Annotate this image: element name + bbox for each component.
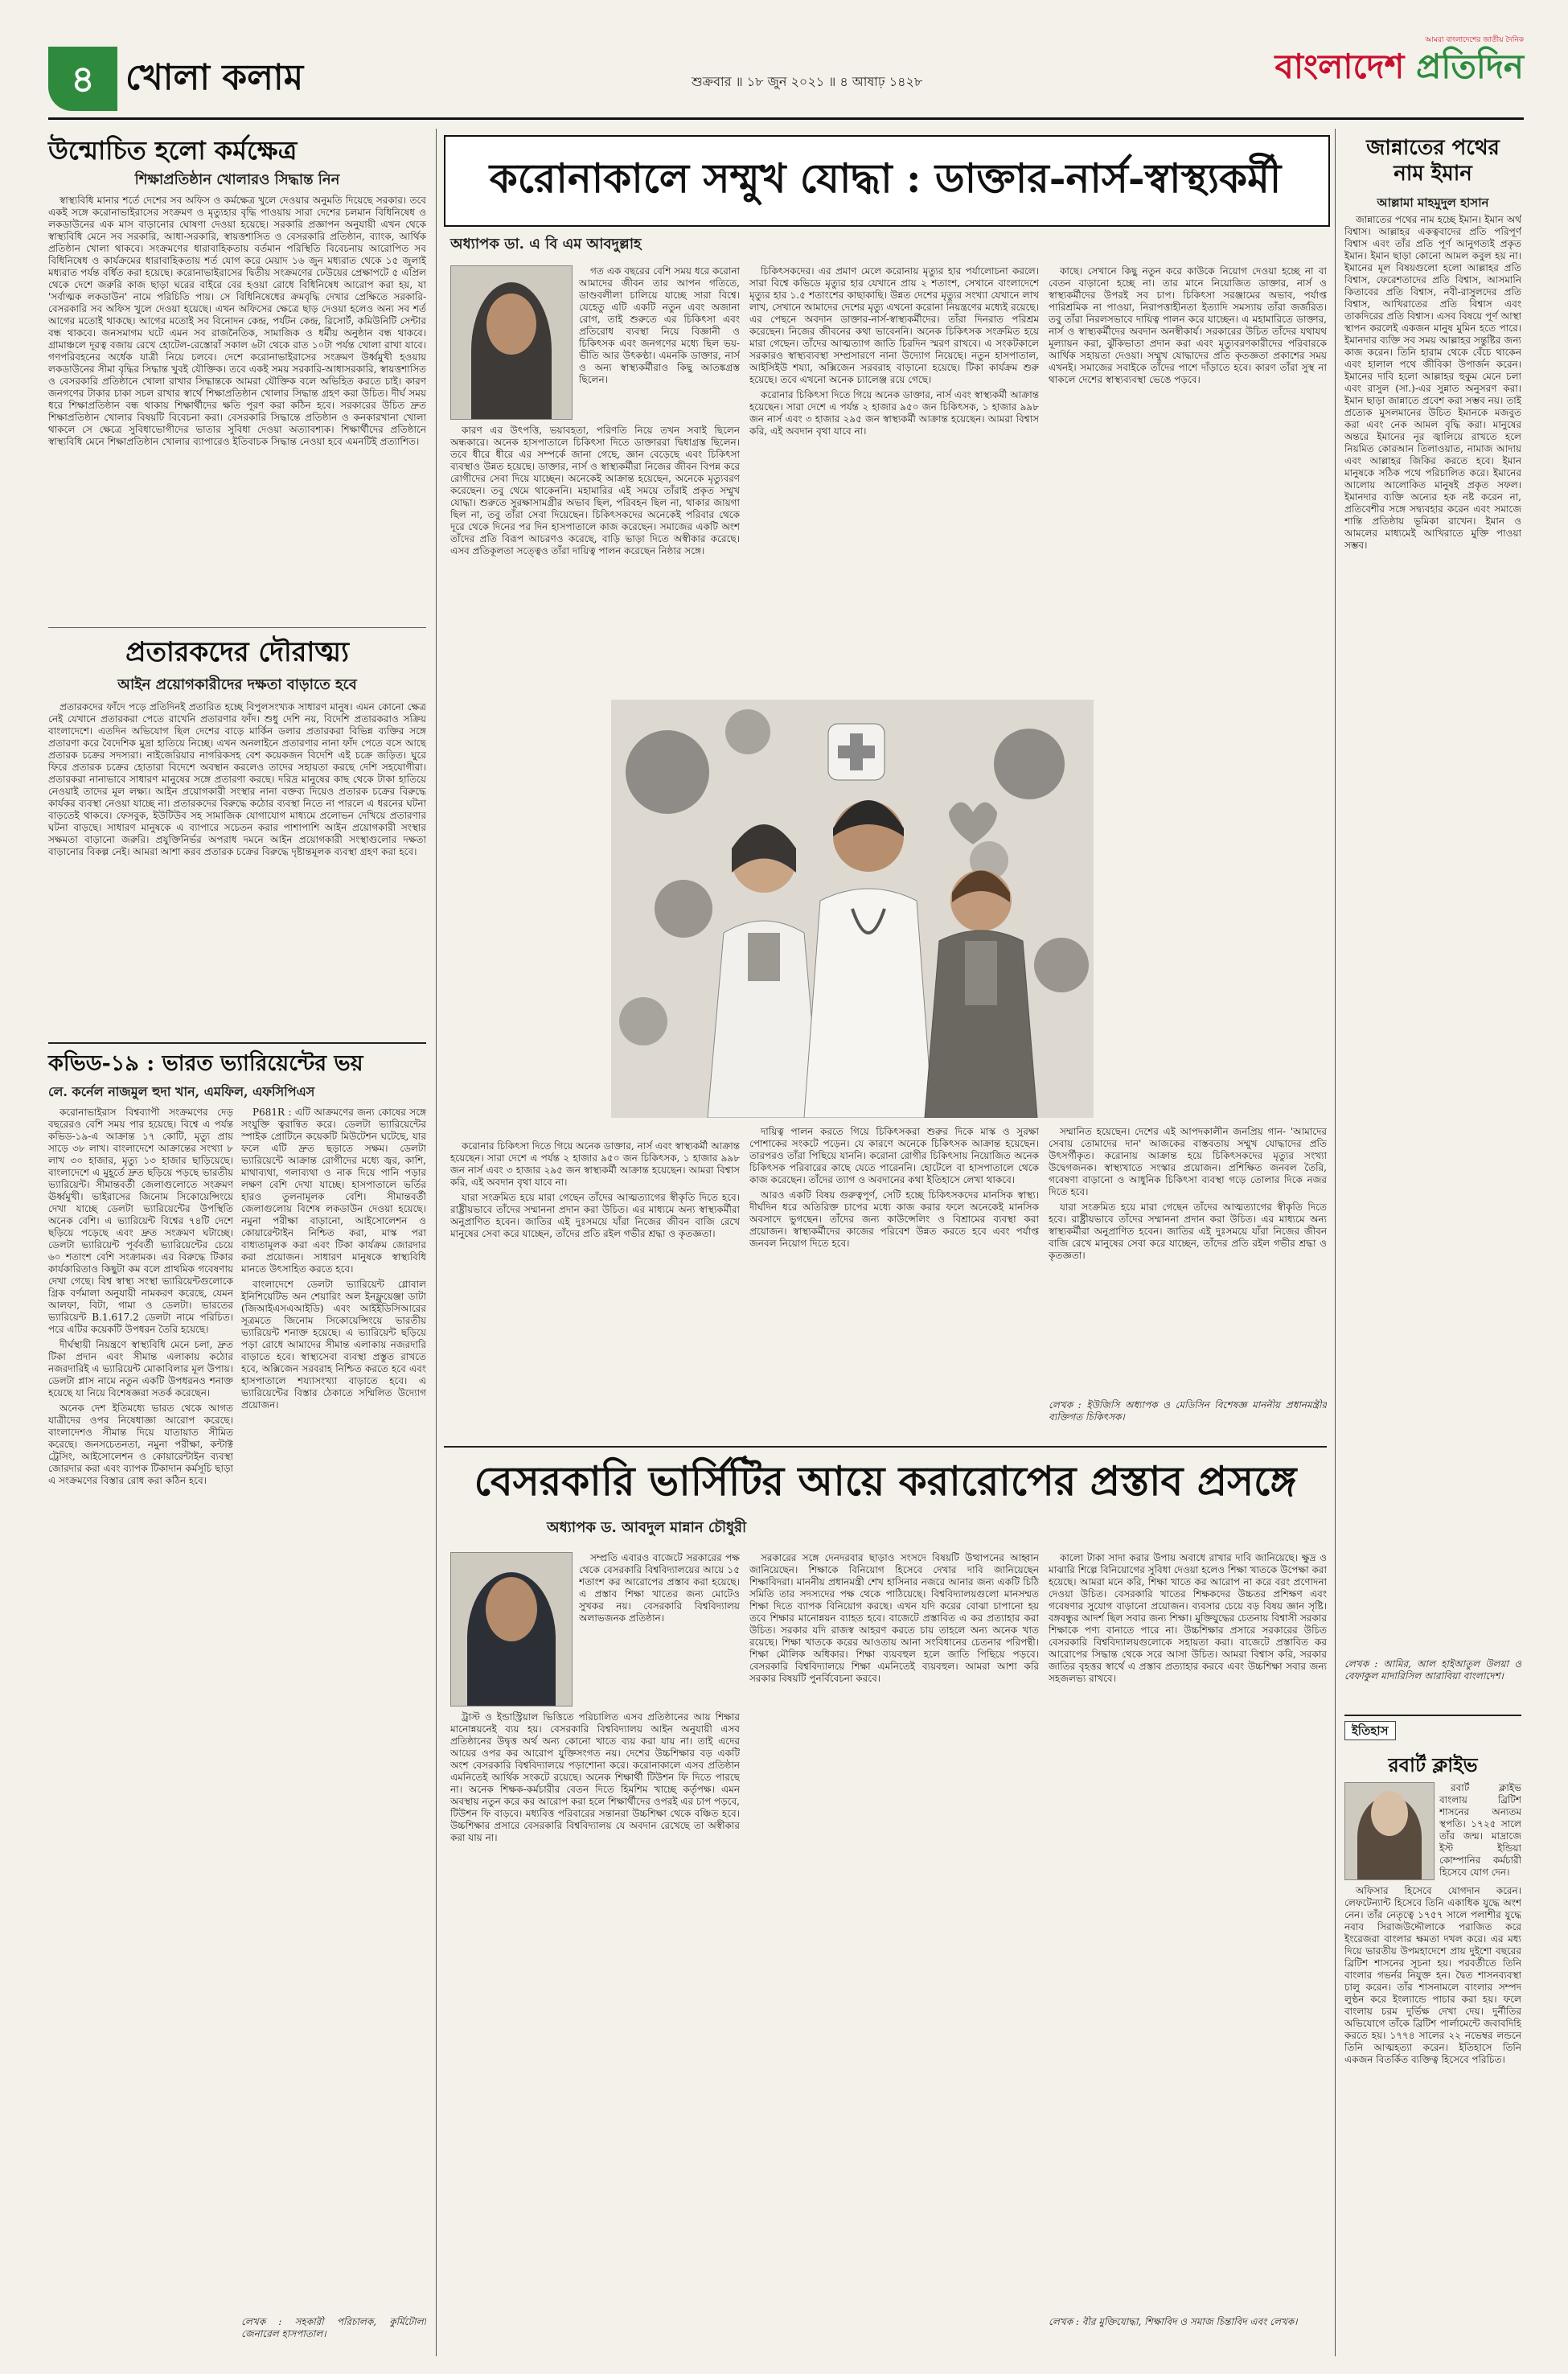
article-divider [48,1042,426,1044]
author-photo [450,265,573,420]
page-number: ৪ [48,47,117,111]
column-divider [1335,129,1336,2356]
feature-body-col1: কারণ এর উৎপত্তি, ভয়াবহতা, পরিণতি নিয়ে তখন সবাই ছিলেন অন্ধকারে। অনেক হাসপাতালে চিকিৎসা দিতে ডাক্তাররা দ্বিধাগ্রস্ত ছিলেন। তবে ধীরে ধীরে এর সম্পর্কে জানা গেছে, জ্ঞান বেড়েছে এবং চিকিৎসা ব্যবস্থাও উন্নত হয়েছে। ডাক্তার, নার্স ও স্বাস্থ্যকর্মীরা নিজের জীবন বিপন্ন করে রোগীদের সেবা দিয়ে যাচ্ছেন। অনেকেই আক্রান্ত হয়েছেন, অনেকে মৃত্যুবরণ করেছেন। তবু থেমে থাকেননি। মহামারির এই সময়ে তাঁরাই প্রকৃত সম্মুখ যোদ্ধা। শুরুতে সুরক্ষাসামগ্রীর অভাব ছিল, পরিবহন ছিল না, থাকার জায়গা ছিল না, তবু তাঁরা সেবা দিয়েছেন। চিকিৎসকদের অনেকেই পরিবার থেকে দূরে থেকে দিনের পর দিন হাসপাতালে কাজ করেছেন। সমাজের একটি অংশ তাঁদের প্রতি বিরূপ আচরণও করেছে, বাড়ি ভাড়া দিতে অস্বীকার করেছে। এসব প্রতিকূলতা সত্ত্বেও তাঁরা দায়িত্ব পালন করেছেন নিষ্ঠার সঙ্গে। [450,425,740,557]
university-body-col3: কালো টাকা সাদা করার উপায় অবাধে রাখার দাবি জানিয়েছে। ক্ষুদ্র ও মাঝারি শিল্পে বিনিয়োগের সুবিধা দেওয়া হলেও শিক্ষা খাতকে উপেক্ষা করা হয়েছে। আমরা মনে করি, শিক্ষা খাতে কর আরোপ না করে বরং প্রণোদনা দেওয়া উচিত। বেসরকারি খাতের শিক্ষকদের উচ্চতর প্রশিক্ষণ এবং গবেষণার সুযোগ বাড়ানো প্রয়োজন। ব্যবসার চেয়ে বড় বিষয় জ্ঞান সৃষ্টি। বঙ্গবন্ধুর আদর্শ ছিল সবার জন্য শিক্ষা। মুক্তিযুদ্ধের চেতনায় বিশ্বাসী সরকার শিক্ষাকে পণ্য বানাতে পারে না। উচ্চশিক্ষার প্রসারে সরকারের উচিত বেসরকারি বিশ্ববিদ্যালয়গুলোকে সহায়তা করা। বাজেটে প্রস্তাবিত কর আরোপের সিদ্ধান্ত থেকে সরে আসা উচিত। আমরা বিশ্বাস করি, সরকার জাতির বৃহত্তর স্বার্থে এ প্রস্তাব প্রত্যাহার করবে এবং উচ্চশিক্ষা সবার জন্য সহজলভ্য রাখবে। [1049,1552,1327,1684]
religion-footnote: লেখক : আমির, আল হাইআতুল উলয়া ও বেফাকুল মাদারিসিল আরাবিয়া বাংলাদেশ। [1344,1658,1521,1682]
doctors-virus-illustration [611,700,1094,1118]
author-face [486,294,536,355]
religion-article-byline: আল্লামা মাহমুদুল হাসান [1377,195,1489,210]
issue-date: শুক্রবার ॥ ১৮ জুন ২০২১ ॥ ৪ আষাঢ় ১৪২৮ [692,74,923,89]
university-body-intro: সম্প্রতি এবারও বাজেটে সরকারের পক্ষ থেকে বেসরকারি বিশ্ববিদ্যালয়ের আয়ে ১৫ শতাংশ কর আরোপের প্রস্তাব করা হয়েছে। এ প্রস্তাব শিক্ষা খাতের জন্য মোটেও সুখকর নয়। বেসরকারি বিশ্ববিদ্যালয় অলাভজনক প্রতিষ্ঠান। [579,1552,740,1624]
religion-article-title [1344,135,1521,187]
editorial-1-subtitle: শিক্ষাপ্রতিষ্ঠান খোলারও সিদ্ধান্ত নিন [134,171,340,188]
feature-byline: অধ্যাপক ডা. এ বি এম আবদুল্লাহ [450,236,642,253]
university-body-col2: সরকারের সঙ্গে দেনদরবার ছাড়াও সংসদে বিষয়টি উত্থাপনের আহ্বান জানিয়েছেন। শিক্ষাকে বিনিয়োগ হিসেবে দেখার দাবি জানিয়েছেন শিক্ষাবিদরা। মাননীয় প্রধানমন্ত্রী শেখ হাসিনার নজরে আনার জন্য একটি চিঠি সমিতি তার সদস্যদের পক্ষ থেকে পাঠিয়েছে। বিশ্ববিদ্যালয়গুলো মানসম্মত শিক্ষা দিতে ব্যাপক বিনিয়োগ করছে। এখন যদি করের বোঝা চাপানো হয় তবে শিক্ষার মানোন্নয়ন ব্যাহত হবে। বাজেটে প্রস্তাবিত এ কর প্রত্যাহার করা উচিত। সরকার যদি রাজস্ব আহরণ করতে চায় তাহলে অন্য অনেক খাত রয়েছে। শিক্ষা খাতকে করের আওতায় আনা সংবিধানের চেতনার পরিপন্থী। শিক্ষা মৌলিক অধিকার। শিক্ষা ব্যয়বহুল হলে জাতি পিছিয়ে পড়বে। বেসরকারি বিশ্ববিদ্যালয়ে শিক্ষা এমনিতেই ব্যয়বহুল। আমরা আশা করি সরকার বিষয়টি পুনর্বিবেচনা করবে। [749,1552,1039,1684]
feature-body-col1-lower: করোনার চিকিৎসা দিতে গিয়ে অনেক ডাক্তার, নার্স এবং স্বাস্থ্যকর্মী আক্রান্ত হয়েছেন। সারা দেশে এ পর্যন্ত ২ হাজার ৯৫০ জন চিকিৎসক, ১ হাজার ৯৯৮ জন নার্স এবং ৩ হাজার ২৯৫ জন স্বাস্থ্যকর্মী আক্রান্ত হয়েছেন। আমরা বিশ্বাস করি, এই অবদান বৃথা যাবে না। যারা সংক্রমিত হয়ে মারা গেছেন তাঁদের আত্মত্যাগের স্বীকৃতি দিতে হবে। রাষ্ট্রীয়ভাবে তাঁদের সম্মাননা প্রদান করা উচিত। এর মাধ্যমে অন্য স্বাস্থ্যকর্মীরা অনুপ্রাণিত হবেন। জাতির এই দুঃসময়ে যাঁরা নিজের জীবন বাজি রেখে মানুষের সেবা করে যাচ্ছেন, তাঁদের প্রতি রইল গভীর শ্রদ্ধা ও কৃতজ্ঞতা। [450,1140,740,1239]
editorial-2-subtitle: আইন প্রয়োগকারীদের দক্ষতা বাড়াতে হবে [117,676,357,693]
editorial-2-body: প্রতারকদের ফাঁদে পড়ে প্রতিদিনই প্রতারিত হচ্ছে বিপুলসংখ্যক সাধারণ মানুষ। এমন কোনো ক্ষেত্র নেই যেখানে প্রতারকরা পেতে রাখেনি প্রতারণার ফাঁদ। শুধু দেশি নয়, বিদেশি প্রতারকরাও সক্রিয় বাংলাদেশে। এতদিন অভিযোগ ছিল দেশের বাড়ে মার্কিন ডলার প্রতারকরা বিভিন্ন ব্যক্তির সঙ্গে প্রতারণা করে বৈদেশিক মুদ্রা হাতিয়ে নিচ্ছে। এখন অনলাইনে প্রতারণার নানা ফাঁদ পেতে বসে আছে প্রতারক চক্রের সদস্যরা। নাইজেরিয়ার নাগরিকসহ বেশ কয়েকজন বিদেশি এই চক্রে জড়িত। ঘুরে ফিরে প্রতারক চক্রের হোতারা বিদেশে অবস্থান করলেও তাদের সহায়তা করছে দেশি সহযোগীরা। প্রতারকরা নানাভাবে সাধারণ মানুষের সঙ্গে প্রতারণা করছে। দরিদ্র মানুষের কাছ থেকে টাকা হাতিয়ে নেওয়াই তাদের মূল লক্ষ্য। আইন প্রয়োগকারী সংস্থার নানা বক্তব্য দিয়েও প্রতারক চক্রের বিরুদ্ধে কার্যকর ব্যবস্থা নেওয়া যাচ্ছে না। প্রতারকদের বিরুদ্ধে কঠোর ব্যবস্থা নিতে না পারলে এ ধরনের ঘটনা বাড়তেই থাকবে। ফেসবুক, ইউটিউব সহ সামাজিক যোগাযোগ মাধ্যমে প্রলোভন দেখিয়ে প্রতারণার ঘটনা বাড়ছে। সাধারণ মানুষকে এ ব্যাপারে সচেতন করার পাশাপাশি আইন প্রয়োগকারী সংস্থার সক্ষমতা বাড়ানো জরুরি। প্রযুক্তিনির্ভর অপরাধ দমনে আইন প্রয়োগকারী সংস্থাগুলোর দক্ষতা বাড়ানোর বিকল্প নেই। আমরা আশা করব প্রতারক চক্রের বিরুদ্ধে দৃষ্টান্তমূলক ব্যবস্থা গ্রহণ করা হবে। [48,701,426,857]
masthead-name-part-1: বাংলাদেশ [1275,47,1416,86]
editorial-2-title: প্রতারকদের দৌরাত্ম্য [125,636,349,668]
portrait-face [1371,1791,1408,1836]
history-body-intro: রবার্ট ক্লাইভ বাংলায় ব্রিটিশ শাসনের অন্যতম স্থপতি। ১৭২৫ সালে তাঁর জন্ম। মাদ্রাজে ইস্ট ইন্ডিয়া কোম্পানির কর্মচারী হিসেবে যোগ দেন। [1439,1782,1521,1878]
masthead-name [1250,45,1524,88]
history-body: অফিসার হিসেবে যোগদান করেন। লেফটেন্যান্ট হিসেবে তিনি একাধিক যুদ্ধে অংশ নেন। তাঁর নেতৃত্বে ১৭৫৭ সালে পলাশীর যুদ্ধে নবাব সিরাজউদ্দৌলাকে পরাজিত করে ইংরেজরা বাংলার ক্ষমতা দখল করে। এর মধ্য দিয়ে ভারতীয় উপমহাদেশে প্রায় দুইশো বছরের ব্রিটিশ শাসনের সূচনা হয়। পরবর্তীতে তিনি বাংলার গভর্নর নিযুক্ত হন। দ্বৈত শাসনব্যবস্থা চালু করেন। তাঁর শাসনামলে বাংলার সম্পদ লুণ্ঠন করে ইংল্যান্ডে পাচার করা হয়। ফলে বাংলায় চরম দুর্ভিক্ষ দেখা দেয়। দুর্নীতির অভিযোগে তাঁকে ব্রিটিশ পার্লামেন্টে জবাবদিহি করতে হয়। ১৭৭৪ সালের ২২ নভেম্বর লন্ডনে তিনি আত্মহত্যা করেন। ইতিহাসে তিনি একজন বিতর্কিত ব্যক্তিত্ব হিসেবে পরিচিত। [1344,1885,1521,2065]
clive-portrait [1344,1782,1435,1880]
feature-illustration [611,700,1094,1118]
feature-body-col3-lower: সম্মানিত হয়েছেন। দেশের এই আপদকালীন জনপ্রিয় গান- 'আমাদের সেবায় তোমাদের দান' আজকের বাস্তবতায় সম্মুখ যোদ্ধাদের প্রতি উৎসর্গীকৃত। করোনায় আক্রান্ত হয়ে চিকিৎসকদের মৃত্যুর সংখ্যা উদ্বেগজনক। স্বাস্থ্যখাতে সংস্কার প্রয়োজন। প্রশিক্ষিত জনবল তৈরি, গবেষণা বাড়ানো ও আধুনিক চিকিৎসা ব্যবস্থা গড়ে তোলার দিকে নজর দিতে হবে। যারা সংক্রমিত হয়ে মারা গেছেন তাঁদের আত্মত্যাগের স্বীকৃতি দিতে হবে। রাষ্ট্রীয়ভাবে তাঁদের সম্মাননা প্রদান করা উচিত। এর মাধ্যমে অন্য স্বাস্থ্যকর্মীরা অনুপ্রাণিত হবেন। জাতির এই দুঃসময়ে যাঁরা নিজের জীবন বাজি রেখে মানুষের সেবা করে যাচ্ছেন, তাঁদের প্রতি রইল গভীর শ্রদ্ধা ও কৃতজ্ঞতা। [1049,1126,1327,1261]
article-covid-body-right: P681R : এটি আক্রমণের জন্য কোষের সঙ্গে সংযুক্তি ত্বরান্বিত করে। ডেলটা ভ্যারিয়েন্টের স্পাইক প্রোটিনে কয়েকটি মিউটেশন ঘটেছে, যার ফলে এটি দ্রুত ছড়াতে সক্ষম। ডেলটা ভ্যারিয়েন্টে আক্রান্ত রোগীদের মধ্যে জ্বর, কাশি, মাথাব্যথা, গলাব্যথা ও নাক দিয়ে পানি পড়ার লক্ষণ বেশি দেখা যাচ্ছে। হাসপাতালে ভর্তির হারও তুলনামূলক বেশি। সীমান্তবর্তী জেলাগুলোয় বিশেষ লকডাউন দেওয়া হয়েছে। নমুনা পরীক্ষা বাড়ানো, আইসোলেশন ও কোয়ারেন্টাইন নিশ্চিত করা, মাস্ক পরা বাধ্যতামূলক করা এবং টিকা কার্যক্রম জোরদার করা প্রয়োজন। সাধারণ মানুষকে স্বাস্থ্যবিধি মানতে উৎসাহিত করতে হবে। বাংলাদেশে ডেলটা ভ্যারিয়েন্ট গ্লোবাল ইনিশিয়েটিভ অন শেয়ারিং অল ইনফ্লুয়েঞ্জা ডাটা (জিআইএসএআইডি) এবং আইইডিসিআরের সূত্রমতে জিনোম সিকোয়েন্সিংয়ে ভারতীয় ভ্যারিয়েন্ট শনাক্ত হয়েছে। এ ভ্যারিয়েন্ট ছড়িয়ে পড়া রোধে আমাদের সীমান্ত এলাকায় নজরদারি বাড়াতে হবে। স্বাস্থ্যসেবা ব্যবস্থা প্রস্তুত রাখতে হবে, অক্সিজেন সরবরাহ নিশ্চিত করতে হবে এবং হাসপাতালে শয্যাসংখ্যা বাড়াতে হবে। এ ভ্যারিয়েন্টের বিস্তার ঠেকাতে সম্মিলিত উদ্যোগ প্রয়োজন। [241,1107,426,1411]
university-article-title: বেসরকারি ভার্সিটির আয়ে করারোপের প্রস্তাব প্রসঙ্গে [474,1457,1297,1505]
university-article-byline: অধ্যাপক ড. আবদুল মান্নান চৌধুরী [547,1519,747,1536]
masthead-name-part-2: প্রতিদিন [1415,47,1524,86]
masthead-tagline: আমরা বাংলাদেশের জাতীয় দৈনিক [1425,36,1524,44]
university-body-col1: ট্রাস্ট ও ইন্ডাস্ট্রিয়াল ভিত্তিতে পরিচালিত এসব প্রতিষ্ঠানের আয় শিক্ষার মানোন্নয়নেই ব্যয় হয়। বেসরকারি বিশ্ববিদ্যালয় আইন অনুযায়ী এসব প্রতিষ্ঠানের উদ্বৃত্ত অর্থ অন্য কোনো খাতে ব্যয় করা যায় না। তাই এদের আয়ের ওপর কর আরোপ যুক্তিসংগত নয়। দেশের উচ্চশিক্ষার বড় একটি অংশ বেসরকারি বিশ্ববিদ্যালয়ে পড়াশোনা করে। করোনাকালে এসব প্রতিষ্ঠান এমনিতেই আর্থিক সংকটে রয়েছে। অনেক শিক্ষার্থী টিউশন ফি দিতে পারছে না। অনেক শিক্ষক-কর্মচারীর বেতন দিতে হিমশিম খাচ্ছে কর্তৃপক্ষ। এমন অবস্থায় নতুন করে কর আরোপ করা হলে শিক্ষার্থীদের ওপরই এর চাপ পড়বে, টিউশন ফি বাড়বে। মধ্যবিত্ত পরিবারের সন্তানরা উচ্চশিক্ষা থেকে বঞ্চিত হবে। উচ্চশিক্ষার প্রসারে বেসরকারি বিশ্ববিদ্যালয় যে অবদান রেখেছে তা অস্বীকার করা যায় না। [450,1711,740,1843]
header-rule [48,117,1524,120]
column-divider [436,129,437,2356]
history-section-label [1344,1723,1396,1739]
masthead-logo [1250,35,1524,88]
history-title: রবার্ট ক্লাইভ [1388,1753,1478,1776]
history-label: ইতিহাস [1344,1721,1396,1740]
author-photo [450,1552,573,1707]
article-divider [1344,1715,1521,1716]
article-covid-title: কভিড-১৯ : ভারত ভ্যারিয়েন্টের ভয় [48,1051,363,1076]
feature-body-col2: চিকিৎসকদের। এর প্রমাণ মেলে করোনায় মৃত্যুর হার পর্যালোচনা করলে। সারা বিশ্বে কভিডে মৃত্যুর হার যেখানে প্রায় ২ শতাংশ, সেখানে বাংলাদেশে মৃত্যুর হার ১.৫ শতাংশের কাছাকাছি। উন্নত দেশের মৃত্যুর সংখ্যা যেখানে লাখ লাখ, সেখানে আমাদের দেশের মৃত্যু এখনো করোনা নিয়ন্ত্রণের মধ্যেই রয়েছে। এর পেছনে অবদান ডাক্তার-নার্স-স্বাস্থ্যকর্মীদের। তাঁরা দিনরাত পরিশ্রম করেছেন। নিজের জীবনের কথা ভাবেননি। অনেক চিকিৎসক সংক্রমিত হয়ে মারা গেছেন। তাঁদের আত্মত্যাগ জাতি চিরদিন স্মরণ রাখবে। এ সংকটকালে সরকারও স্বাস্থ্যব্যবস্থা সম্প্রসারণে নানা উদ্যোগ নিয়েছে। নতুন হাসপাতাল, আইসিইউ শয্যা, অক্সিজেন সরবরাহ বাড়ানো হয়েছে। টিকা কার্যক্রম শুরু হয়েছে। তবে এখনো অনেক চ্যালেঞ্জ রয়ে গেছে। করোনার চিকিৎসা দিতে গিয়ে অনেক ডাক্তার, নার্স এবং স্বাস্থ্যকর্মী আক্রান্ত হয়েছেন। সারা দেশে এ পর্যন্ত ২ হাজার ৯৫০ জন চিকিৎসক, ১ হাজার ৯৯৮ জন নার্স এবং ৩ হাজার ২৯৫ জন স্বাস্থ্যকর্মী আক্রান্ত হয়েছেন। আমরা বিশ্বাস করি, এই অবদান বৃথা যাবে না। [749,265,1039,437]
feature-footnote: লেখক : ইউজিসি অধ্যাপক ও মেডিসিন বিশেষজ্ঞ মাননীয় প্রধানমন্ত্রীর ব্যক্তিগত চিকিৎসক। [1049,1399,1327,1423]
feature-body-intro: গত এক বছরের বেশি সময় ধরে করোনা আমাদের জীবন তার আপন গতিতে, ডাণ্ডবলীলা চালিয়ে যাচ্ছে সারা বিশ্বে। যেহেতু এটি একটি নতুন এবং অজানা রোগ, তাই শুরুতে এর চিকিৎসা এবং প্রতিরোধ ব্যবস্থা নিয়ে বিজ্ঞানী ও চিকিৎসক এবং জনগণের মধ্যে ছিল ভয়-ভীতি আর উৎকণ্ঠা। এমনকি ডাক্তার, নার্স ও অন্য স্বাস্থ্যকর্মীরাও কিছু আতঙ্কগ্রস্ত ছিলেন। [579,265,740,385]
author-face [486,1577,537,1641]
article-covid-footnote: লেখক : সহকারী পরিচালক, কুর্মিটোলা জেনারেল হাসপাতাল। [241,2316,426,2339]
religion-article-body: জান্নাতের পথের নাম হচ্ছে ইমান। ইমান অর্থ বিশ্বাস। আল্লাহর একত্ববাদের প্রতি পরিপূর্ণ বিশ্বাস এবং তাঁর প্রতি পূর্ণ আনুগত্যই প্রকৃত ইমান। ইমান ছাড়া কোনো আমল কবুল হয় না। ইমানের মূল বিষয়গুলো হলো আল্লাহর প্রতি বিশ্বাস, ফেরেশতাদের প্রতি বিশ্বাস, আসমানি কিতাবের প্রতি বিশ্বাস, নবী-রাসুলদের প্রতি বিশ্বাস, আখিরাতের প্রতি বিশ্বাস এবং তাকদিরের প্রতি বিশ্বাস। এসব বিষয়ে পূর্ণ আস্থা স্থাপন করলেই একজন মানুষ মুমিন হতে পারে। ইমানদার ব্যক্তি সব সময় আল্লাহর সন্তুষ্টির জন্য কাজ করেন। তিনি হারাম থেকে বেঁচে থাকেন এবং হালাল পথে জীবিকা উপার্জন করেন। ইমানের দাবি হলো আল্লাহর হুকুম মেনে চলা এবং রাসুল (সা.)-এর সুন্নাত অনুসরণ করা। ইমান ছাড়া জান্নাতে প্রবেশ করা সম্ভব নয়। তাই প্রত্যেক মুসলমানের উচিত ইমানকে মজবুত করা এবং নেক আমল বৃদ্ধি করা। মানুষের অন্তরে ইমানের নূর জ্বালিয়ে রাখতে হলে নিয়মিত কোরআন তিলাওয়াত, নামাজ আদায় এবং আল্লাহর জিকির করতে হবে। ইমান মানুষকে সঠিক পথে পরিচালিত করে। ইমানের আলোয় আলোকিত মানুষই প্রকৃত সফল। ইমানদার ব্যক্তি অন্যের হক নষ্ট করেন না, প্রতিবেশীর সঙ্গে সদ্ব্যবহার করেন এবং সমাজে শান্তি প্রতিষ্ঠায় ভূমিকা রাখেন। ইমান ও আমলের মাধ্যমেই আখিরাতে মুক্তি পাওয়া সম্ভব। [1344,214,1521,551]
feature-body-col3: কাছে। সেখানে কিছু নতুন করে কাউকে নিয়োগ দেওয়া হচ্ছে না বা বেতন বাড়ানো হচ্ছে না। তার মানে নিয়োজিত ডাক্তার, নার্স ও স্বাস্থ্যকর্মীদের উপরই সব চাপ। চিকিৎসা সরঞ্জামের অভাব, পর্যাপ্ত পারিশ্রমিক না পাওয়া, নিরাপত্তাহীনতা ইত্যাদি সমস্যায় তাঁরা জর্জরিত। তবু তাঁরা নিরলসভাবে দায়িত্ব পালন করে যাচ্ছেন। এ মহামারিতে ডাক্তার, নার্স ও স্বাস্থ্যকর্মীদের অবদান অনস্বীকার্য। সরকারের উচিত তাঁদের যথাযথ মূল্যায়ন করা, ঝুঁকিভাতা প্রদান করা এবং মৃত্যুবরণকারীদের পরিবারকে আর্থিক সহায়তা দেওয়া। সম্মুখ যোদ্ধাদের প্রতি কৃতজ্ঞতা প্রকাশের সময় এখনই। সমাজের সবাইকে তাঁদের পাশে দাঁড়াতে হবে। কারণ তাঁরা সুস্থ না থাকলে দেশের স্বাস্থ্যব্যবস্থা ভেঙে পড়বে। [1049,265,1327,385]
section-title: খোলা কলাম [125,57,304,98]
article-divider [444,1446,1327,1448]
religion-title-line-1: জান্নাতের পথের [1366,136,1500,160]
editorial-1-title: উন্মোচিত হলো কর্মক্ষেত্র [48,135,298,166]
editorial-1-body: স্বাস্থ্যবিধি মানার শর্তে দেশের সব অফিস ও কর্মক্ষেত্র খুলে দেওয়ার অনুমতি দিয়েছে সরকার। তবে একই সঙ্গে করোনাভাইরাসের সংক্রমণ ও মৃত্যুহার বৃদ্ধি পাওয়ায় সারা দেশের চলমান বিধিনিষেধ ও লকডাউনের এক মাস বাড়ানোর ঘোষণা দেওয়া হয়েছে। সরকারি প্রজ্ঞাপন অনুযায়ী এখন থেকে স্বাস্থ্যবিধি মেনে সব সরকারি, আধা-সরকারি, স্বায়ত্তশাসিত ও বেসরকারি প্রতিষ্ঠান, ব্যাংক, আর্থিক প্রতিষ্ঠান খোলা থাকবে। সংক্রমণের ধারাবাহিকতায় বর্তমান পরিস্থিতি বিবেচনায় আরোপিত সব বিধিনিষেধ ও কার্যক্রমের ধারাবাহিকতায় শর্ত যোগ করে মেয়াদ ১৬ জুন মধ্যরাত থেকে ১৫ জুলাই মধ্যরাত পর্যন্ত বর্ধিত করা হয়েছে। করোনাভাইরাসের দ্বিতীয় সংক্রমণের ঢেউয়ের প্রেক্ষাপটে ৫ এপ্রিল থেকে দেশে জরুরি কাজ ছাড়া ঘরের বাইরে বের হওয়া রোধে বিধিনিষেধ আরোপ করা হয়, যা 'সর্বাত্মক লকডাউন' নামে পরিচিতি পায়। সে বিধিনিষেধের ক্রমবৃদ্ধি দেখার প্রেক্ষিতে সরকারি-বেসরকারি সব অফিস খুলে দেওয়া হয়েছে। এখন অফিসের ক্ষেত্রে ছাড় দেওয়া হলেও অন্য সব শর্ত আগের মতোই থাকছে। আগের মতোই সব বিনোদন কেন্দ্র, পর্যটন কেন্দ্র, রিসোর্ট, কমিউনিটি সেন্টার বন্ধ থাকবে। জনসমাগম ঘটে এমন সব রাজনৈতিক, সামাজিক ও ধর্মীয় অনুষ্ঠান বন্ধ থাকবে। গ্রামাঞ্চলে দূরত্ব বজায় রেখে হোটেল-রেস্তোরাঁ সকাল ৬টা থেকে রাত ১০টা পর্যন্ত খোলা রাখা যাবে। গণপরিবহনের অর্ধেক যাত্রী নিয়ে চলবে। দেশে করোনাভাইরাসের সংক্রমণ উর্ধ্বমুখী হওয়ায় লকডাউনের সীমা বৃদ্ধির সিদ্ধান্ত খুবই যৌক্তিক। তবে একই সময় সরকারি-আধাসরকারি, স্বায়ত্তশাসিত ও বেসরকারি প্রতিষ্ঠানে খোলা রাখার সিদ্ধান্তকে আমরা যৌক্তিক বলে অভিহিত করতে চাই। কারণ জনগণের টাকার চাকা সচল রাখার স্বার্থে শিক্ষাপ্রতিষ্ঠান খোলার সিদ্ধান্ত গ্রহণ করা উচিত। দীর্ঘ সময় ধরে শিক্ষাপ্রতিষ্ঠান বন্ধ থাকায় শিক্ষার্থীদের ক্ষতি পূরণ করা কঠিন হবে। সরকারের উচিত দ্রুত শিক্ষাপ্রতিষ্ঠান খোলার বিষয়টি বিবেচনা করা। বেসরকারি সিদ্ধান্তে প্রতিষ্ঠান ও কনকারখানা খোলা থাকলে সে ক্ষেত্রে সুবিধাভোগীদের ভাতার সুবিধা দেওয়া অত্যাবশ্যক। শিক্ষার্থীদের প্রতিষ্ঠানে স্বাস্থ্যবিধি মেনে শিক্ষাপ্রতিষ্ঠান খোলার ব্যাপারেও ইতিবাচক সিদ্ধান্ত নেওয়া হবে এমনটিই প্রত্যাশিত। [48,195,426,447]
article-covid-byline: লে. কর্নেল নাজমুল হুদা খান, এমফিল, এফসিপিএস [48,1084,315,1099]
religion-title-line-2: নাম ইমান [1394,162,1472,186]
article-covid-body-left: করোনাভাইরাস বিশ্বব্যাপী সংক্রমণের দেড় বছরেরও বেশি সময় পার হয়েছে। বিশ্বে এ পর্যন্ত কভিড-১৯-এ আক্রান্ত ১৭ কোটি, মৃত্যু প্রায় সাড়ে ৩৮ লাখ। বাংলাদেশে আক্রান্তের সংখ্যা ৮ লাখ ৩০ হাজার, মৃত্যু ১৩ হাজার ছাড়িয়েছে। বাংলাদেশে এ মুহূর্তে দ্রুত ছড়িয়ে পড়ছে ভারতীয় ভ্যারিয়েন্ট। সীমান্তবর্তী জেলাগুলোতে সংক্রমণ ঊর্ধ্বমুখী। ভাইরাসের জিনোম সিকোয়েন্সিংয়ে দেখা যাচ্ছে ডেলটা ভ্যারিয়েন্টের উপস্থিতি অনেক বেশি। এ ভ্যারিয়েন্ট বিশ্বের ৭৪টি দেশে ছড়িয়ে পড়েছে এবং দ্রুত সংক্রমণ ঘটাচ্ছে। ডেলটা ভ্যারিয়েন্ট পূর্ববর্তী ভ্যারিয়েন্টের চেয়ে ৬০ শতাংশ বেশি সংক্রামক। এর বিরুদ্ধে টিকার কার্যকারিতাও কিছুটা কম বলে প্রাথমিক গবেষণায় দেখা গেছে। বিশ্ব স্বাস্থ্য সংস্থা ভ্যারিয়েন্টগুলোকে গ্রিক বর্ণমালা অনুযায়ী নামকরণ করেছে, যেমন আলফা, বিটা, গামা ও ডেলটা। ভারতের ভ্যারিয়েন্ট B.1.617.2 ডেলটা নামে পরিচিত। পরে এটির কয়েকটি উপধরন তৈরি হয়েছে। দীর্ঘস্থায়ী নিয়ন্ত্রণে স্বাস্থ্যবিধি মেনে চলা, দ্রুত টিকা প্রদান এবং সীমান্ত এলাকায় কঠোর নজরদারিই এ ভ্যারিয়েন্ট মোকাবিলার মূল উপায়। ডেলটা প্লাস নামে নতুন একটি উপধরনও শনাক্ত হয়েছে যা নিয়ে বিশেষজ্ঞরা সতর্ক করেছেন। অনেক দেশ ইতিমধ্যে ভারত থেকে আগত যাত্রীদের ওপর নিষেধাজ্ঞা আরোপ করেছে। বাংলাদেশও সীমান্ত দিয়ে যাতায়াত সীমিত করেছে। জনসচেতনতা, নমুনা পরীক্ষা, কন্টাক্ট ট্রেসিং, আইসোলেশন ও কোয়ারেন্টাইন ব্যবস্থা জোরদার করা এবং ব্যাপক টিকাদান কর্মসূচি ছাড়া এ সংক্রমণের বিস্তার রোধ করা কঠিন হবে। [48,1107,233,1486]
article-divider [48,627,426,628]
feature-body-col2-lower: দায়িত্ব পালন করতে গিয়ে চিকিৎসকরা শুরুর দিকে মাস্ক ও সুরক্ষা পোশাকের সংকটে পড়েন। যে কারণে অনেকে চিকিৎসক আক্রান্ত হয়েছেন। তারপরও তাঁরা পিছিয়ে যাননি। করোনা রোগীর চিকিৎসায় নিয়োজিত অনেক চিকিৎসক পরিবারের কাছে যেতে পারেননি। হোটেলে বা হাসপাতালে থেকে কাজ করেছেন। তাঁদের ত্যাগ ও অবদানের কথা ইতিহাসে লেখা থাকবে। আরও একটি বিষয় গুরুত্বপূর্ণ, সেটি হচ্ছে চিকিৎসকদের মানসিক স্বাস্থ্য। দীর্ঘদিন ধরে অতিরিক্ত চাপের মধ্যে কাজ করার ফলে অনেকেই মানসিক অবসাদে ভুগছেন। তাঁদের জন্য কাউন্সেলিং ও বিশ্রামের ব্যবস্থা করা প্রয়োজন। স্বাস্থ্যকর্মীদের কাজের পরিবেশ উন্নত করতে হবে এবং পর্যাপ্ত জনবল নিয়োগ দিতে হবে। [749,1126,1039,1249]
feature-title: করোনাকালে সম্মুখ যোদ্ধা : ডাক্তার-নার্স-স্বাস্থ্যকর্মী [489,154,1282,202]
university-footnote: লেখক : বীর মুক্তিযোদ্ধা, শিক্ষাবিদ ও সমাজ চিন্তাবিদ এবং লেখক। [1049,2316,1298,2327]
